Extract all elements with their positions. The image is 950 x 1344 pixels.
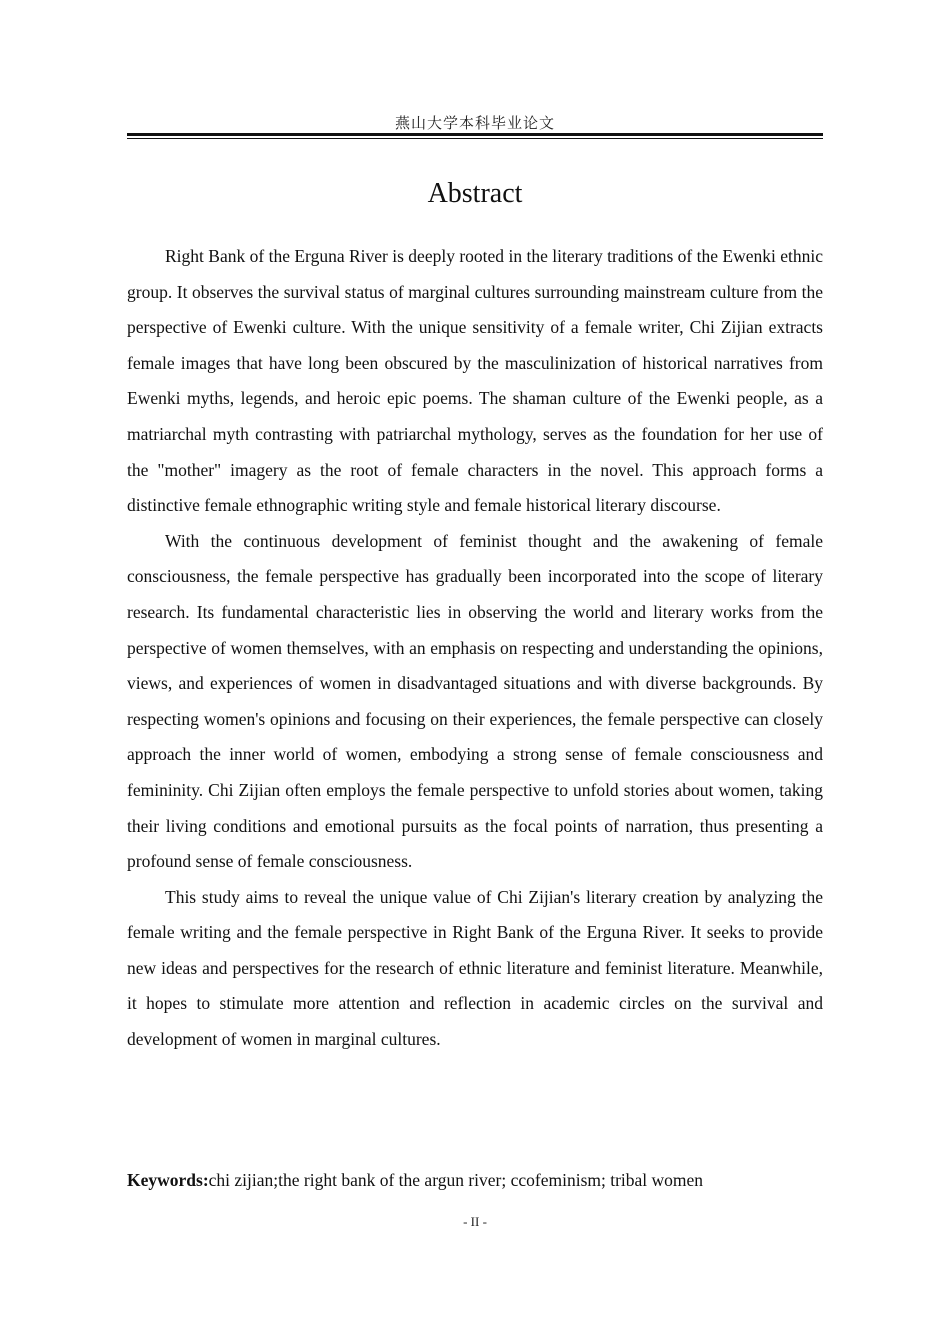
keywords-line xyxy=(127,1165,823,1195)
header-rule-thin xyxy=(127,138,823,139)
keywords-label: Keywords: xyxy=(127,1170,209,1190)
header-rule-thick xyxy=(127,133,823,136)
abstract-paragraph-1: Right Bank of the Erguna River is deeply rooted in the literary traditions of the Ewenki ethnic group. It observes the survival status of marginal cultures surrounding mainstream culture from the perspective of Ewenki culture. With the unique sensitivity of a female writer, Chi Zijian extracts female images that have long been obscured by the masculinization of historical narratives from Ewenki myths, legends, and heroic epic poems. The shaman culture of the Ewenki people, as a matriarchal myth contrasting with patriarchal mythology, serves as the foundation for her use of the "mother" imagery as the root of female characters in the novel. This approach forms a distinctive female ethnographic writing style and female historical literary discourse. xyxy=(127,246,823,516)
page-number: - II - xyxy=(463,1214,487,1229)
abstract-paragraph-2: With the continuous development of feminist thought and the awakening of female consciousness, the female perspective has gradually been incorporated into the scope of literary research. Its fundamental characteristic lies in observing the world and literary works from the perspective of women themselves, with an emphasis on respecting and understanding the opinions, views, and experiences of women in disadvantaged situations and with diverse backgrounds. By respecting women's opinions and focusing on their experiences, the female perspective can closely approach the inner world of women, embodying a strong sense of female consciousness and femininity. Chi Zijian often employs the female perspective to unfold stories about women, taking their living conditions and emotional pursuits as the focal points of narration, thus presenting a profound sense of female consciousness. xyxy=(127,530,823,872)
abstract-title: Abstract xyxy=(427,178,523,209)
abstract-body xyxy=(127,239,823,1058)
abstract-paragraph-3: This study aims to reveal the unique value of Chi Zijian's literary creation by analyzing the female writing and the female perspective in Right Bank of the Erguna River. It seeks to provide new ideas and perspectives for the research of ethnic literature and feminist literature. Meanwhile, it hopes to stimulate more attention and reflection in academic circles on the survival and development of women in marginal cultures. xyxy=(127,886,823,1050)
running-header: 燕山大学本科毕业论文 xyxy=(394,114,555,132)
keywords-value: chi zijian;the right bank of the argun river; ccofeminism; tribal women xyxy=(208,1170,704,1190)
